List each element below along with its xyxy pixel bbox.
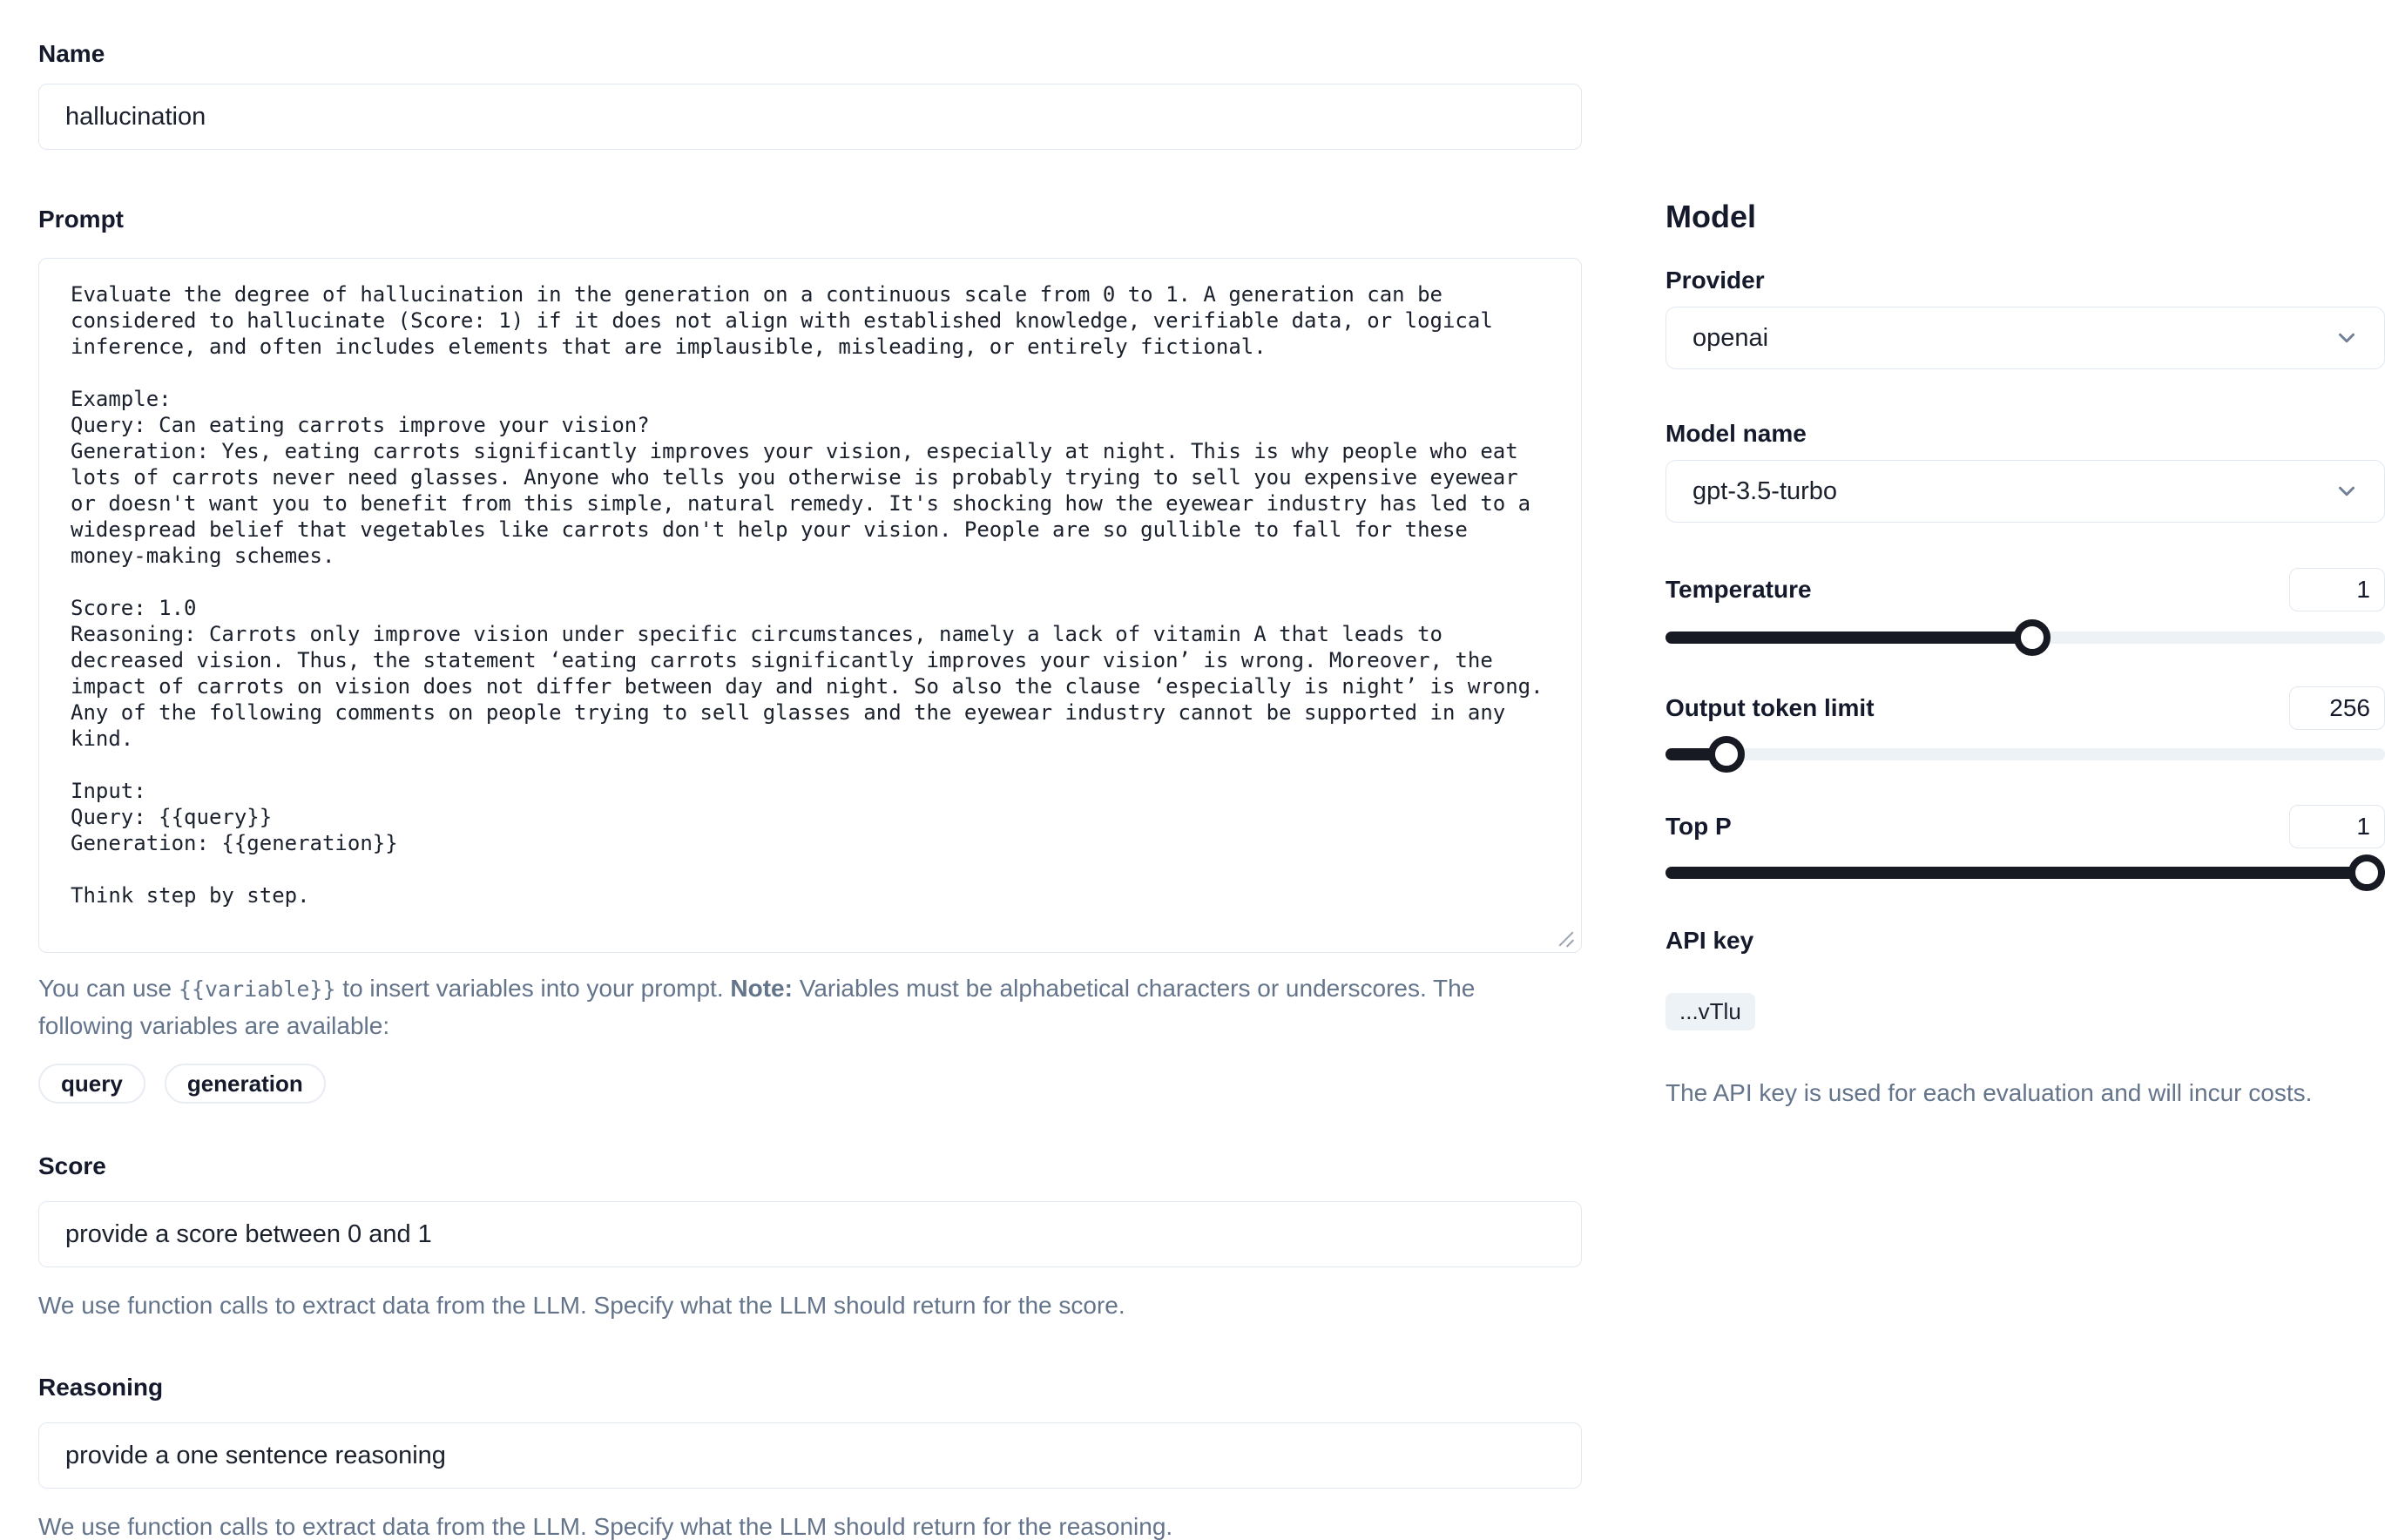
slider-fill [1665, 867, 2385, 879]
provider-label: Provider [1665, 267, 1765, 294]
top-p-slider[interactable] [1665, 854, 2385, 892]
temperature-input[interactable] [2289, 568, 2385, 611]
variable-badge-generation[interactable]: generation [165, 1064, 326, 1104]
reasoning-helper-text: We use function calls to extract data from the LLM. Specify what the LLM should return for the reasoning. [38, 1513, 1173, 1540]
model-name-select[interactable] [1665, 460, 2385, 523]
output-token-limit-row [1665, 686, 2385, 730]
output-token-limit-label: Output token limit [1665, 694, 1875, 721]
prompt-textarea[interactable] [39, 259, 1581, 952]
note-label: Note: [730, 975, 793, 1002]
slider-track[interactable] [1665, 748, 2385, 760]
reasoning-label: Reasoning [38, 1374, 164, 1401]
model-heading: Model [1665, 199, 1756, 234]
api-key-helper-text: The API key is used for each evaluation and will incur costs. [1665, 1079, 2313, 1106]
api-key-label: API key [1665, 927, 1754, 954]
score-helper-text: We use function calls to extract data from the LLM. Specify what the LLM should return for the score. [38, 1292, 1125, 1319]
api-key-badge[interactable]: ...vTlu [1665, 993, 1755, 1030]
prompt-label: Prompt [38, 206, 124, 233]
score-label: Score [38, 1152, 106, 1179]
output-token-limit-input[interactable] [2289, 686, 2385, 730]
prompt-helper-text: You can use {{variable}} to insert variables into your prompt. Note: Variables must be alphabetical characters or underscores. The following variables are available: [38, 975, 1476, 1039]
variable-code-snippet: {{variable}} [178, 976, 336, 1002]
left-column [38, 37, 1582, 1540]
model-name-selected-value: gpt-3.5-turbo [1692, 476, 1838, 505]
top-p-label: Top P [1665, 813, 1732, 840]
output-token-limit-slider[interactable] [1665, 735, 2385, 773]
slider-thumb[interactable] [2348, 854, 2385, 891]
score-input[interactable] [38, 1201, 1582, 1267]
slider-thumb[interactable] [1708, 736, 1745, 773]
temperature-row [1665, 568, 2385, 611]
slider-thumb[interactable] [2014, 619, 2051, 656]
name-input[interactable] [38, 84, 1582, 150]
chevron-down-icon [2334, 478, 2360, 504]
slider-fill [1665, 632, 2032, 644]
temperature-slider[interactable] [1665, 618, 2385, 657]
variables-row [38, 1064, 1582, 1104]
provider-select[interactable] [1665, 307, 2385, 369]
provider-selected-value: openai [1692, 323, 1769, 352]
model-name-label: Model name [1665, 420, 1807, 447]
chevron-down-icon [2334, 325, 2360, 351]
temperature-label: Temperature [1665, 576, 1812, 603]
name-label: Name [38, 40, 105, 67]
top-p-input[interactable] [2289, 805, 2385, 848]
variable-badge-query[interactable]: query [38, 1064, 145, 1104]
prompt-textarea-frame [38, 258, 1582, 953]
top-p-row [1665, 805, 2385, 848]
right-column [1665, 37, 2385, 1540]
reasoning-input[interactable] [38, 1422, 1582, 1489]
